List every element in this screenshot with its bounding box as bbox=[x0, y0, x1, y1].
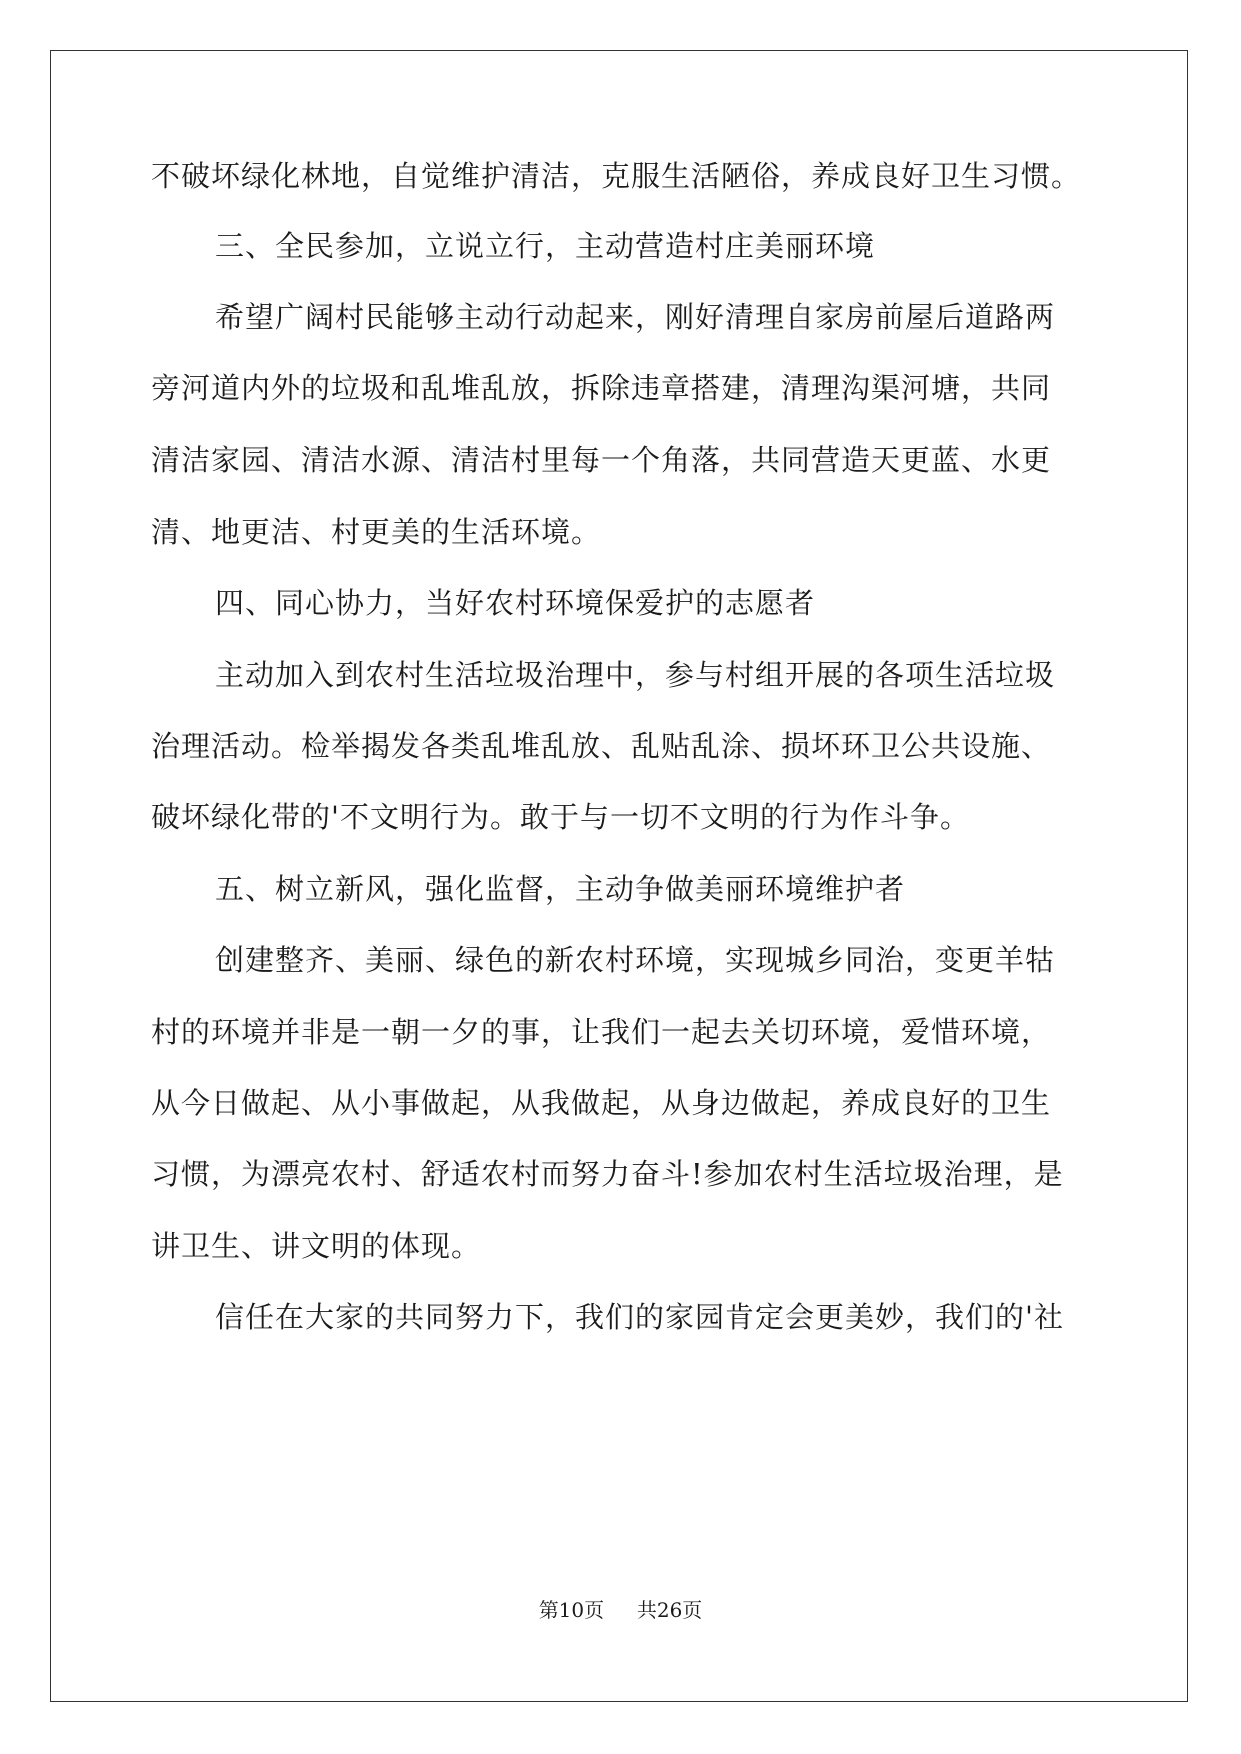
body-line-13: 村的环境并非是一朝一夕的事，让我们一起去关切环境，爱惜环境， bbox=[151, 1015, 1052, 1049]
body-line-5: 清洁家园、清洁水源、清洁村里每一个角落，共同营造天更蓝、水更 bbox=[151, 443, 1052, 477]
body-line-15: 习惯，为漂亮农村、舒适农村而努力奋斗!参加农村生活垃圾治理，是 bbox=[151, 1157, 1064, 1191]
body-line-4: 旁河道内外的垃圾和乱堆乱放，拆除违章搭建，清理沟渠河塘，共同 bbox=[151, 371, 1052, 405]
page-footer bbox=[0, 1596, 1241, 1624]
section-heading-5: 五、树立新风，强化监督，主动争做美丽环境维护者 bbox=[215, 872, 906, 906]
body-line-3: 希望广阔村民能够主动行动起来，刚好清理自家房前屋后道路两 bbox=[215, 300, 1056, 334]
body-line-1: 不破坏绿化林地，自觉维护清洁，克服生活陋俗，养成良好卫生习惯。 bbox=[151, 159, 1082, 193]
body-line-16: 讲卫生、讲文明的体现。 bbox=[151, 1229, 482, 1263]
body-line-10: 破坏绿化带的'不文明行为。敢于与一切不文明的行为作斗争。 bbox=[151, 800, 970, 834]
body-line-14: 从今日做起、从小事做起，从我做起，从身边做起，养成良好的卫生 bbox=[151, 1086, 1052, 1120]
page-number-current: 第10页 bbox=[538, 1598, 605, 1622]
section-heading-3: 三、全民参加，立说立行，主动营造村庄美丽环境 bbox=[215, 229, 876, 263]
body-line-12: 创建整齐、美丽、绿色的新农村环境，实现城乡同治，变更羊牯 bbox=[215, 943, 1056, 977]
section-heading-4: 四、同心协力，当好农村环境保爱护的志愿者 bbox=[215, 586, 816, 620]
body-line-17: 信任在大家的共同努力下，我们的家园肯定会更美妙，我们的'社 bbox=[215, 1300, 1064, 1334]
body-line-6: 清、地更洁、村更美的生活环境。 bbox=[151, 515, 602, 549]
body-line-9: 治理活动。检举揭发各类乱堆乱放、乱贴乱涂、损坏环卫公共设施、 bbox=[151, 729, 1052, 763]
page-number-total: 共26页 bbox=[636, 1598, 703, 1622]
body-line-8: 主动加入到农村生活垃圾治理中，参与村组开展的各项生活垃圾 bbox=[215, 658, 1056, 692]
